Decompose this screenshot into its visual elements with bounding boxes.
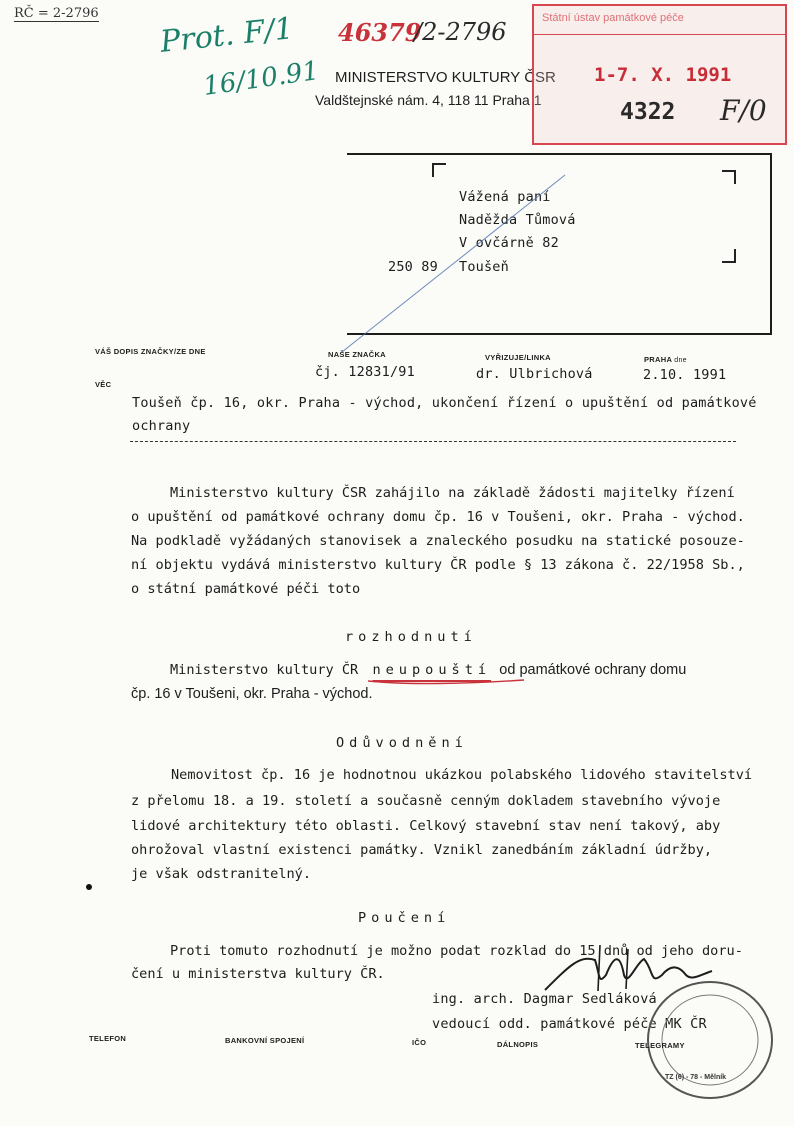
intro-line: ní objektu vydává ministerstvo kultury ČR podle § 13 zákona č. 22/1958 Sb., xyxy=(131,557,745,573)
stamp-date: 1-7. X. 1991 xyxy=(594,64,732,86)
footer-ico-label: IČO xyxy=(412,1038,427,1047)
signatory-name: ing. arch. Dagmar Sedláková xyxy=(432,991,657,1007)
margin-note: RČ = 2-2796 xyxy=(14,6,99,21)
seal-text: TZ (6) - 78 - Mělník xyxy=(665,1074,727,1081)
ministry-address: Valdštejnské nám. 4, 118 11 Praha 1 xyxy=(315,92,542,108)
instruction-heading: Poučení xyxy=(358,910,451,926)
handwritten-number-green: /2-2796 xyxy=(414,18,507,46)
recipient-city: Toušeň xyxy=(459,259,509,275)
intro-line: Na podkladě vyžádaných stanovisek a znaleckého posudku na statické posouze- xyxy=(131,533,745,549)
subject-divider xyxy=(130,441,736,442)
round-seal xyxy=(640,975,778,1105)
footer-phone-label: TELEFON xyxy=(89,1034,127,1043)
handled-by-value: dr. Ulbrichová xyxy=(476,366,593,382)
our-ref-value: čj. 12831/91 xyxy=(315,364,415,380)
our-ref-label: NAŠE ZNAČKA xyxy=(328,350,386,359)
ministry-name: MINISTERSTVO KULTURY ČSR xyxy=(335,69,556,86)
margin-dot xyxy=(86,884,92,890)
reasoning-line: ohrožoval vlastní existenci památky. Vznikl zanedbáním základní údržby, xyxy=(131,842,713,858)
decision-underline-mark xyxy=(366,675,526,687)
place-label: PRAHA xyxy=(644,355,672,364)
intro-line: o státní památkové péči toto xyxy=(131,581,361,597)
pen-stroke xyxy=(340,170,570,355)
date-suffix-label: dne xyxy=(674,357,687,364)
recipient-salutation: Vážená paní xyxy=(459,189,551,205)
intro-line: o upuštění od památkové ochrany domu čp. 16 v Toušeni, okr. Praha - východ. xyxy=(131,509,745,525)
handwritten-number-red: 46379 xyxy=(338,18,422,47)
address-corner-top-right xyxy=(722,170,736,184)
reasoning-line: lidové architektury této oblasti. Celkový stavební stav není takový, aby xyxy=(131,818,721,834)
footer-telegram-label: TELEGRAMY xyxy=(635,1041,685,1050)
intro-line: Ministerstvo kultury ČSR zahájilo na základě žádosti majitelky řízení xyxy=(170,485,735,501)
signatory-title: vedoucí odd. památkové péče MK ČR xyxy=(432,1016,707,1032)
reasoning-line: Nemovitost čp. 16 je hodnotnou ukázkou polabského lidového stavitelství xyxy=(171,767,753,783)
stamp-handwritten-code: F/0 xyxy=(720,94,767,127)
footer-telex-label: DÁLNOPIS xyxy=(497,1040,539,1049)
handwritten-reference: Prot. F/1 xyxy=(158,11,296,60)
decision-line-2: čp. 16 v Toušeni, okr. Praha - východ. xyxy=(131,686,373,702)
recipient-name: Naděžda Tůmová xyxy=(459,212,576,228)
registry-stamp xyxy=(532,4,787,145)
recipient-postcode: 250 89 xyxy=(388,259,438,275)
decision-line-1-end: od památkové ochrany domu xyxy=(499,662,687,678)
decision-heading: rozhodnutí xyxy=(345,629,477,645)
recipient-street: V ovčárně 82 xyxy=(459,235,559,251)
footer-bank-label: BANKOVNÍ SPOJENÍ xyxy=(225,1036,305,1045)
stamp-header: Státní ústav památkové péče xyxy=(542,12,684,24)
handwritten-date: 16/10.91 xyxy=(201,56,321,102)
decision-keyword: neupouští xyxy=(372,662,492,678)
instruction-line: čení u ministerstva kultury ČR. xyxy=(131,966,385,982)
address-corner-bottom-right xyxy=(722,249,736,263)
subject-line-1: Toušeň čp. 16, okr. Praha - východ, ukončení řízení o upuštění od památkové xyxy=(132,395,757,411)
place-date-label xyxy=(644,355,687,364)
reasoning-line: z přelomu 18. a 19. století a současně cenným dokladem stavebního vývoje xyxy=(131,793,721,809)
instruction-line: Proti tomuto rozhodnutí je možno podat rozklad do 15 dnů od jeho doru- xyxy=(170,943,743,959)
decision-line-1-start: Ministerstvo kultury ČR xyxy=(170,662,359,678)
reasoning-line: je však odstranitelný. xyxy=(131,866,312,882)
handled-by-label: VYŘIZUJE/LINKA xyxy=(485,353,551,362)
reasoning-heading: Odůvodnění xyxy=(336,735,468,751)
your-letter-label: VÁŠ DOPIS ZNAČKY/ZE DNE xyxy=(95,347,206,356)
stamp-number: 4322 xyxy=(620,99,676,125)
subject-line-2: ochrany xyxy=(132,418,191,434)
subject-label: VĚC xyxy=(95,380,112,389)
date-value: 2.10. 1991 xyxy=(643,367,727,383)
